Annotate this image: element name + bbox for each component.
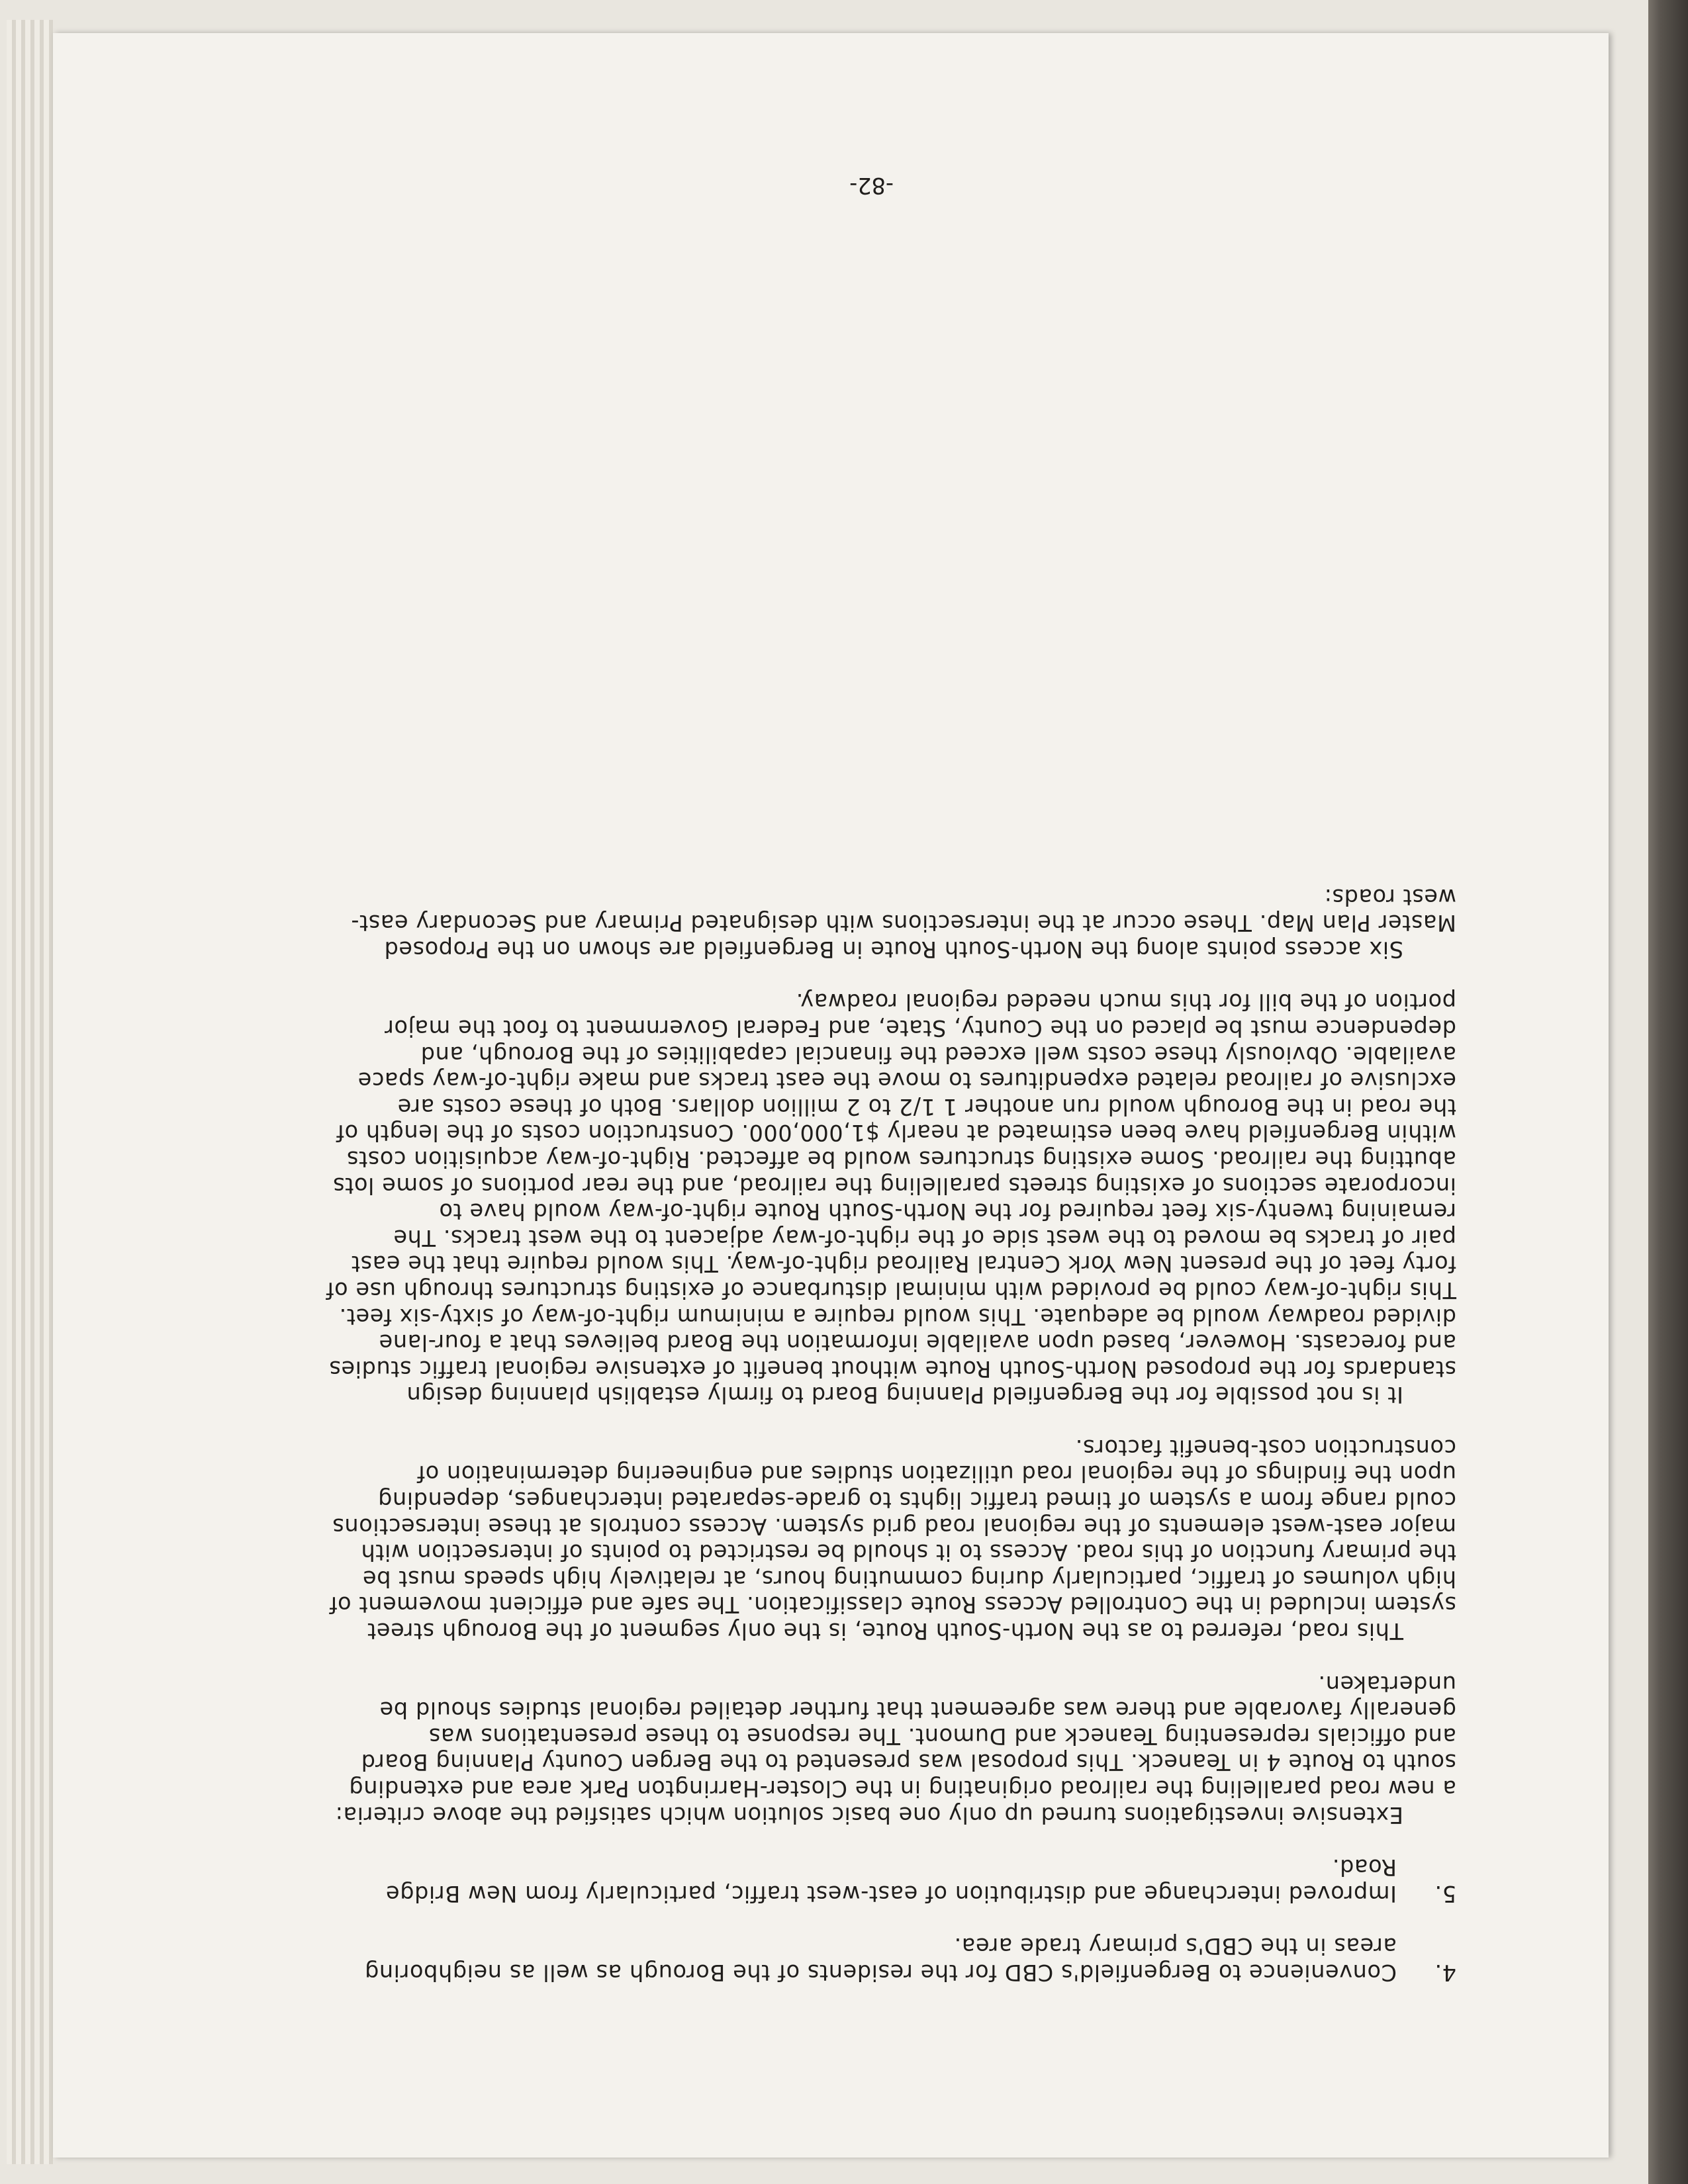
- book-spine: [1642, 0, 1688, 2184]
- page-body: [324, 857, 1456, 1985]
- list-number: 4.: [1434, 1960, 1456, 1985]
- page-edges: [7, 20, 53, 2164]
- document-page: [53, 33, 1609, 2158]
- list-item: [324, 1854, 1456, 1907]
- paragraph: Six access points along the North-South Route in Bergenfield are shown on the Proposed Master Plan Map. These occur at the intersections with designated Primary and Secondary east-west roads:: [350, 884, 1456, 962]
- paragraph: Extensive investigations turned up only one basic solution which satisfied the above criteria: a new road paralleling the railroad originating in the Closter-Harrington Park area and extending south to Route 4 in Teaneck. This proposal was presented to the Bergen County Planning Board and officials representing Teaneck and Dumont. The response to these presentations was generally favorable and there was agreement that further detailed regional studies should be undertaken.: [335, 1670, 1456, 1828]
- list-item: [324, 1933, 1456, 1985]
- list-text: Improved interchange and distribution of east-west traffic, particularly from New Bridge Road.: [385, 1854, 1397, 1907]
- list-number: 5.: [1434, 1880, 1456, 1907]
- paragraph: It is not possible for the Bergenfield Planning Board to firmly establish planning design standards for the proposed North-South Route without benefit of extensive regional traffic studies and forecasts. However, based upon available information the Board believes that a four-lane divided roadway would be adequate. This would require a minimum right-of-way of sixty-six feet. This right-of-way could be provided with minimal disturbance of existing structures through use of forty feet of the present New York Central Railroad right-of-way. This would require that the east pair of tracks be moved to the west side of the right-of-way adjacent to the west tracks. The remaining twenty-six feet required for the North-South Route right-of-way would have to incorporate sections of existing streets paralleling the railroad, and the rear portions of some lots abutting the railroad. Some existing structures would be affected. Right-of-way acquisition costs within Bergenfield have been estimated at nearly $1,000,000. Construction costs of the length of the road in the Borough would run another 1 1/2 to 2 million dollars. Both of these costs are exclusive of railroad related expenditures to move the east tracks and make right-of-way space available. Obviously these costs well exceed the financial capabilities of the Borough, and dependence must be placed on the County, State, and Federal Government to foot the major portion of the bill for this much needed regional roadway.: [326, 989, 1456, 1408]
- list-text: Convenience to Bergenfield's CBD for the residents of the Borough as well as neighboring areas in the CBD's primary trade area.: [364, 1933, 1397, 1985]
- page-number: -82-: [849, 173, 894, 199]
- paragraph: This road, referred to as the North-South Route, is the only segment of the Borough street system included in the Controlled Access Route classification. The safe and efficient movement of high volumes of traffic, particularly during commuting hours, at relatively high speeds must be the primary function of this road. Access to it should be restricted to points of intersection with major east-west elements of the regional road grid system. Access controls at these intersections could range from a system of timed traffic lights to grade-separated interchanges, depending upon the findings of the regional road utilization studies and engineering determination of construction cost-benefit factors.: [329, 1434, 1456, 1645]
